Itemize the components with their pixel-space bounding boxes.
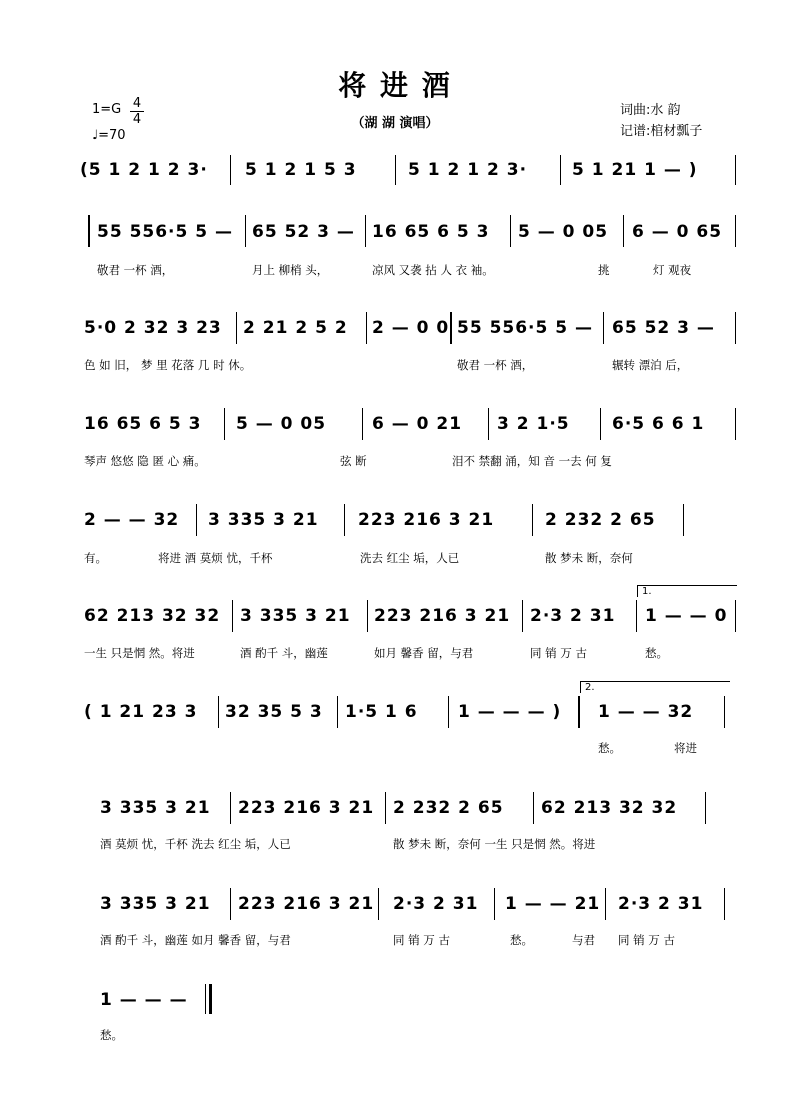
barline xyxy=(735,600,736,632)
measure: 55 556·5 5 — xyxy=(97,222,234,242)
measure: 62 213 32 32 xyxy=(84,606,221,626)
barline xyxy=(344,504,345,536)
barline xyxy=(362,408,363,440)
lyric-line: 辗转 漂泊 后， xyxy=(612,358,689,372)
lyric-line: 如月 馨香 留，与君 xyxy=(374,646,474,660)
barline xyxy=(218,696,219,728)
lyric-line: 凉风 又袭 拈 人 衣 袖。 xyxy=(372,263,494,277)
measure: 5 1 21 1 — ) xyxy=(572,160,698,180)
barline xyxy=(224,408,225,440)
barline xyxy=(236,312,237,344)
measure: 2·3 2 31 xyxy=(530,606,616,626)
lyric-line: 酒 莫烦 忧，千杯 洗去 红尘 垢，人已 xyxy=(100,837,291,851)
barline xyxy=(337,696,338,728)
final-barline-thin xyxy=(205,984,206,1014)
measure: 2 — — 32 xyxy=(84,510,180,530)
key-signature: 1=G xyxy=(92,102,122,117)
double-barline xyxy=(450,312,452,344)
lyric-line: 与君 xyxy=(572,933,595,947)
measure: 5 1 2 1 5 3 xyxy=(245,160,357,180)
lyric-line: 敬君 一杯 酒， xyxy=(457,358,534,372)
repeat-end-barline xyxy=(578,696,580,728)
barline xyxy=(735,215,736,247)
barline xyxy=(510,215,511,247)
measure: 3 335 3 21 xyxy=(100,798,211,818)
lyric-line: 愁。 xyxy=(510,933,533,947)
measure: 16 65 6 5 3 xyxy=(84,414,202,434)
measure: 1 — — — ) xyxy=(458,702,562,722)
lyric-line: 月上 柳梢 头， xyxy=(252,263,329,277)
lyric-line: 愁。 xyxy=(645,646,668,660)
repeat-start-barline xyxy=(88,215,90,247)
barline xyxy=(560,155,561,185)
barline xyxy=(532,504,533,536)
lyric-line: 灯 观夜 xyxy=(653,263,692,277)
barline xyxy=(365,215,366,247)
singer-credit: （湖 湖 演唱） xyxy=(351,116,439,131)
lyric-line: 色 如 旧， 梦 里 花落 几 时 休。 xyxy=(84,358,252,372)
measure: 2 — 0 0 xyxy=(372,318,450,338)
barline xyxy=(735,312,736,344)
lyric-line: 愁。 xyxy=(100,1028,123,1042)
tempo-marking: ♩=70 xyxy=(92,128,126,143)
barline xyxy=(735,155,736,185)
time-signature-bottom: 4 xyxy=(130,111,144,127)
lyric-line: 敬君 一杯 酒， xyxy=(97,263,174,277)
barline xyxy=(230,888,231,920)
measure: 5 — 0 05 xyxy=(236,414,327,434)
barline xyxy=(366,312,367,344)
barline xyxy=(230,792,231,824)
measure: 6 — 0 65 xyxy=(632,222,723,242)
lyric-line: 同 销 万 古 xyxy=(530,646,587,660)
barline xyxy=(488,408,489,440)
lyric-line: 一生 只是惘 然。将进 xyxy=(84,646,195,660)
lyric-line: 琴声 悠悠 隐 匿 心 痛。 xyxy=(84,454,206,468)
measure: 3 335 3 21 xyxy=(240,606,351,626)
barline xyxy=(735,408,736,440)
song-title: 将 进 酒 xyxy=(338,69,452,102)
measure: 1 — — 21 xyxy=(505,894,601,914)
barline xyxy=(232,600,233,632)
final-barline-thick xyxy=(209,984,212,1014)
lyric-line: 酒 酌千 斗，幽莲 xyxy=(240,646,328,660)
measure: (5 1 2 1 2 3· xyxy=(80,160,208,180)
measure: 223 216 3 21 xyxy=(238,798,375,818)
transcriber-credit: 记谱:棺材瓢子 xyxy=(620,124,703,139)
first-ending-label: 1. xyxy=(642,586,652,597)
lyric-line: 愁。 xyxy=(598,741,621,755)
barline xyxy=(683,504,684,536)
measure: 6 — 0 21 xyxy=(372,414,463,434)
barline xyxy=(605,888,606,920)
lyric-line: 同 销 万 古 xyxy=(393,933,450,947)
barline xyxy=(367,600,368,632)
barline xyxy=(533,792,534,824)
lyric-line: 泪不 禁翻 涌，知 音 一去 何 复 xyxy=(452,454,612,468)
measure: 2 232 2 65 xyxy=(545,510,656,530)
measure: 55 556·5 5 — xyxy=(457,318,594,338)
volta-bracket-hook xyxy=(637,585,638,597)
measure: 65 52 3 — xyxy=(252,222,355,242)
lyric-line: 酒 酌千 斗，幽莲 如月 馨香 留，与君 xyxy=(100,933,291,947)
lyric-line: 洗去 红尘 垢，人已 xyxy=(360,551,460,565)
lyric-line: 挑 xyxy=(598,263,610,277)
measure: 2·3 2 31 xyxy=(393,894,479,914)
barline xyxy=(636,600,637,632)
barline xyxy=(724,696,725,728)
time-signature-top: 4 xyxy=(132,96,142,111)
measure: 3 2 1·5 xyxy=(497,414,570,434)
measure: 223 216 3 21 xyxy=(238,894,375,914)
measure: 223 216 3 21 xyxy=(374,606,511,626)
lyric-line: 弦 断 xyxy=(340,454,367,468)
measure: 6·5 6 6 1 xyxy=(612,414,705,434)
measure: 3 335 3 21 xyxy=(208,510,319,530)
lyrics-music-credit: 词曲:水 韵 xyxy=(620,103,681,118)
volta-bracket-hook xyxy=(580,681,581,693)
barline xyxy=(600,408,601,440)
volta-bracket xyxy=(580,681,730,682)
lyric-line: 散 梦未 断，奈何 xyxy=(545,551,633,565)
measure: 1 — — 0 xyxy=(645,606,728,626)
barline xyxy=(230,155,231,185)
time-signature xyxy=(130,96,144,127)
barline xyxy=(724,888,725,920)
lyric-line: 将进 酒 莫烦 忧，千杯 xyxy=(158,551,273,565)
measure: 2·3 2 31 xyxy=(618,894,704,914)
measure: 5 1 2 1 2 3· xyxy=(408,160,528,180)
measure: 1 — — 32 xyxy=(598,702,694,722)
barline xyxy=(623,215,624,247)
lyric-line: 将进 xyxy=(674,741,697,755)
second-ending-label: 2. xyxy=(585,682,595,693)
barline xyxy=(705,792,706,824)
measure: 32 35 5 3 xyxy=(225,702,323,722)
measure: 16 65 6 5 3 xyxy=(372,222,490,242)
lyric-line: 同 销 万 古 xyxy=(618,933,675,947)
measure: 2 232 2 65 xyxy=(393,798,504,818)
lyric-line: 散 梦未 断，奈何 一生 只是惘 然。将进 xyxy=(393,837,596,851)
measure: 223 216 3 21 xyxy=(358,510,495,530)
measure: 5·0 2 32 3 23 xyxy=(84,318,222,338)
measure: 1·5 1 6 xyxy=(345,702,418,722)
barline xyxy=(395,155,396,185)
measure: 1 — — — xyxy=(100,990,188,1010)
barline xyxy=(385,792,386,824)
measure: 65 52 3 — xyxy=(612,318,715,338)
measure: 3 335 3 21 xyxy=(100,894,211,914)
barline xyxy=(494,888,495,920)
barline xyxy=(448,696,449,728)
measure: 2 21 2 5 2 xyxy=(243,318,348,338)
lyric-line: 有。 xyxy=(84,551,107,565)
barline xyxy=(245,215,246,247)
measure: 5 — 0 05 xyxy=(518,222,609,242)
measure: ( 1 21 23 3 xyxy=(84,702,198,722)
barline xyxy=(603,312,604,344)
barline xyxy=(378,888,379,920)
volta-bracket xyxy=(637,585,737,586)
measure: 62 213 32 32 xyxy=(541,798,678,818)
barline xyxy=(196,504,197,536)
barline xyxy=(522,600,523,632)
